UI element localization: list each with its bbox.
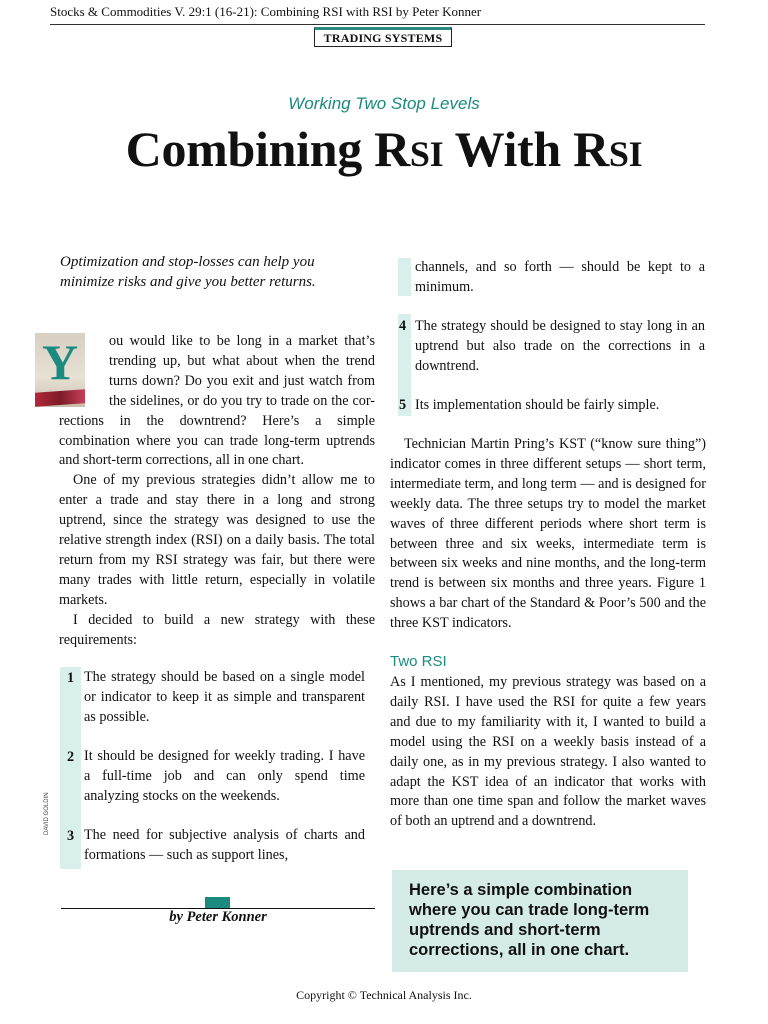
intro-line-1: ou would like to be long in a market that’s <box>109 333 375 349</box>
paragraph-kst: Technician Martin Pring’s KST (“know sure thing”) indicator comes in three different setups — short term, intermediate term, and long term — and is designed for weekly data. The three setups try to model the market waves of three different periods where short term is between three and six weeks, intermediate term is between six weeks and nine months, and the long-term trend is between six months and three years. Figure 1 shows a bar chart of the Standard & Poor’s 500 and the three KST indicators. <box>390 436 706 632</box>
title-part-a: Combining R <box>125 121 410 177</box>
req-number-1: 1 <box>67 670 75 686</box>
req-text-4: The strategy should be designed to stay long in an uptrend but also trade on the corrections in a downtrend. <box>415 318 705 374</box>
title-part-d: SI <box>608 134 643 174</box>
photo-credit: DAVID GOLDIN <box>44 792 50 835</box>
subhead-two-rsi: Two RSI <box>390 653 447 670</box>
deck-line-1: Optimization and stop-losses can help you <box>60 254 315 270</box>
title-part-b: SI <box>409 134 444 174</box>
req-number-4: 4 <box>399 318 407 334</box>
req-text-1: The strategy should be based on a single model or indicator to keep it as simple and transparent as possible. <box>84 669 365 725</box>
req-number-2: 2 <box>67 749 75 765</box>
deck-line-2: minimize risks and give you better returns. <box>60 274 316 290</box>
req-text-2: It should be designed for weekly trading. I have a full-time job and can only spend time analyzing stocks on the weekends. <box>84 748 365 804</box>
header-rule <box>50 24 705 25</box>
section-tag: TRADING SYSTEMS <box>314 27 452 47</box>
article-title <box>0 120 768 178</box>
intro-paragraph <box>59 332 375 651</box>
title-part-c: With R <box>443 121 609 177</box>
req-text-3-continued: channels, and so forth — should be kept to a minimum. <box>415 259 705 295</box>
list-bar-right-top <box>398 258 411 296</box>
req-number-5: 5 <box>399 397 407 413</box>
intro-line-2: trending up, but what about when the trend <box>109 352 375 369</box>
byline: by Peter Konner <box>169 909 267 925</box>
drop-cap-letter: Y <box>41 334 79 390</box>
req-text-5: Its implementation should be fairly simple. <box>415 397 660 413</box>
intro-line-3: turns down? Do you exit and just watch from <box>109 372 375 389</box>
copyright: Copyright © Technical Analysis Inc. <box>296 988 472 1002</box>
paragraph-two-rsi: As I mentioned, my previous strategy was based on a daily RSI. I have used the RSI for quite a few years and due to my familiarity with it, I wanted to build a model using the RSI on a weekly basis instead of a daily one, as in my previous strategy. I also wanted to adapt the KST idea of an indicator that works with more than one time span and follow the market waves of both an uptrend and a downtrend. <box>390 674 706 830</box>
paragraph-3: I decided to build a new strategy with these requirements: <box>59 611 375 648</box>
req-text-3: The need for subjective analysis of charts and formations — such as support lines, <box>84 827 365 863</box>
kicker: Working Two Stop Levels <box>288 94 480 113</box>
pullquote-text: Here’s a simple combination where you can trade long-term uptrends and short-term corrections, all in one chart. <box>409 881 650 959</box>
running-head: Stocks & Commodities V. 29:1 (16-21): Combining RSI with RSI by Peter Konner <box>50 4 482 19</box>
intro-line-4: the sidelines, or do you try to trade on the cor- <box>109 392 375 409</box>
deck <box>60 252 360 292</box>
req-number-3: 3 <box>67 828 75 844</box>
intro-rest: rections in the downtrend? Here’s a simple combination where you can trade long-term uptrends and short-term corrections, all in one chart. <box>59 412 375 469</box>
paragraph-2: One of my previous strategies didn’t allow me to enter a trade and stay there in a long and strong uptrend, since the strategy was designed to use the relative strength index (RSI) on a daily basis. The total return from my RSI strategy was fair, but there were many trades with little return, especially in volatile markets. <box>59 472 375 608</box>
